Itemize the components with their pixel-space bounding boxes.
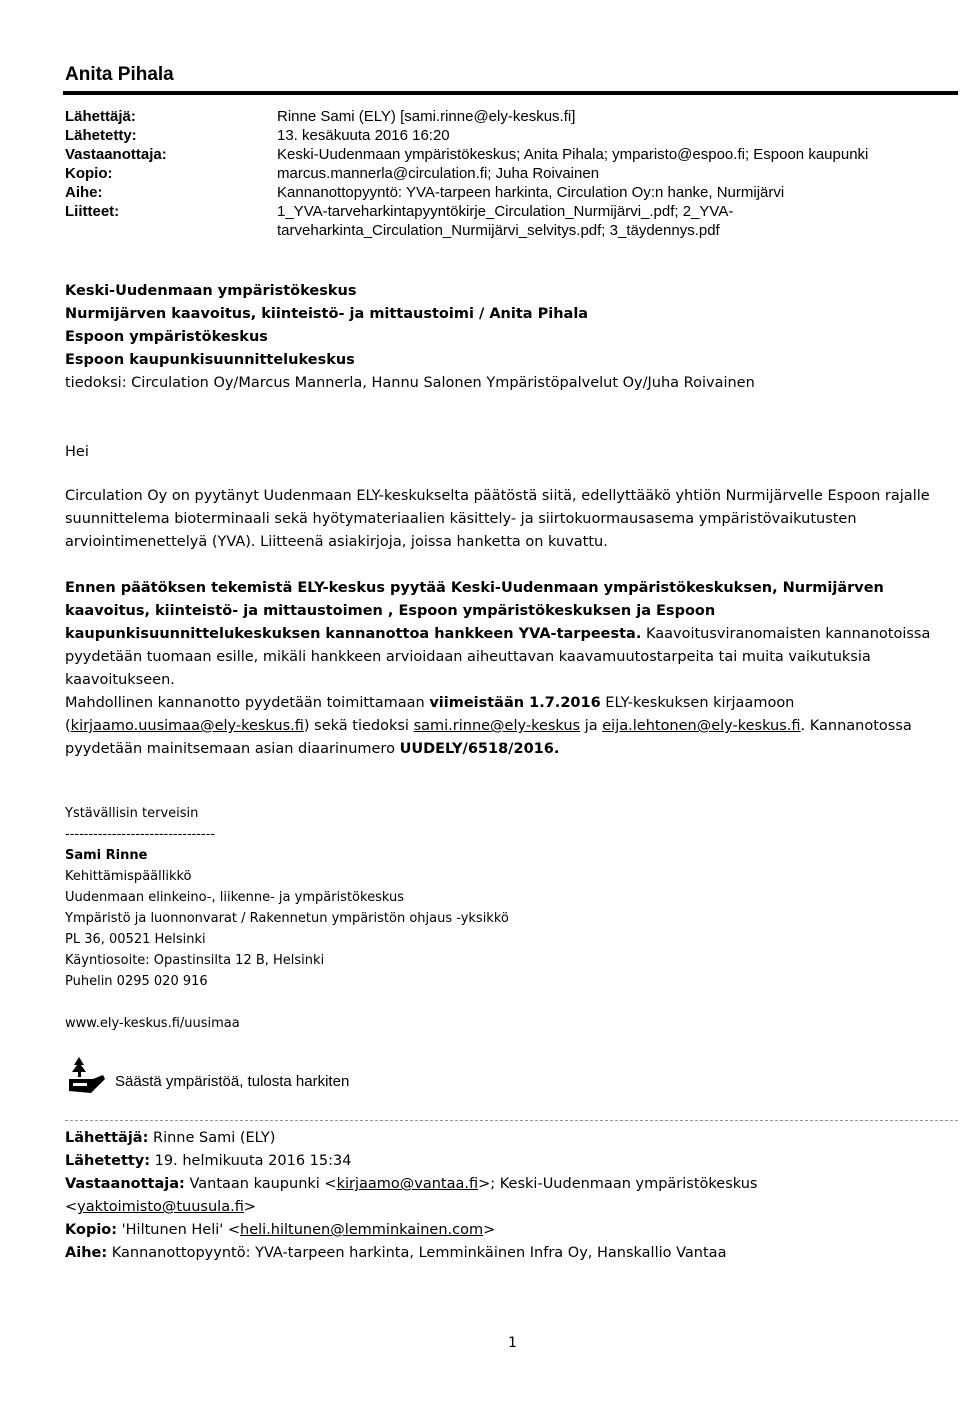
paragraph-2-bold: Ennen päätöksen tekemistä ELY-keskus pyytää Keski-Uudenmaan ympäristökeskuksen, Nurmijärven kaavoitus, kiinteistö- ja mittaustoimen , Espoon ympäristökeskuksen ja Espoon kaupunkisuunnittelukeskuksen kannanottoa hankkeen YVA-tarpeesta.	[65, 580, 884, 642]
meta-attachments: Liitteet: 1_YVA-tarveharkintapyyntökirje_Circulation_Nurmijärvi_.pdf; 2_YVA-tarveharkinta_Circulation_Nurmijärvi_selvitys.pdf; 3_täydennys.pdf	[65, 203, 734, 239]
closing: Ystävällisin terveisin	[65, 806, 199, 821]
paragraph-1: Circulation Oy on pyytänyt Uudenmaan ELY-keskukselta päätöstä siitä, edellyttääkö yhtiön Nurmijärvelle Espoon rajalle suunnittelema bioterminaali sekä hyötymateriaalien käsittely- ja siirtokuormausasema ympäristövaikutusten arviointimenettelyä (YVA). Liitteenä asiakirjoja, joissa hanketta on kuvattu.	[65, 488, 930, 550]
signature-unit: Ympäristö ja luonnonvarat / Rakennetun ympäristön ohjaus -yksikkö	[65, 911, 509, 926]
meta-to: Vastaanottaja: Keski-Uudenmaan ympäristökeskus; Anita Pihala; ymparisto@espoo.fi; Espoon kaupunki	[65, 146, 869, 163]
greeting: Hei	[65, 444, 89, 460]
meta-sender: Lähettäjä: Rinne Sami (ELY) [sami.rinne@ely-keskus.fi]	[65, 108, 576, 125]
diary-number: UUDELY/6518/2016.	[399, 741, 560, 757]
paragraph-2-rest: Kaavoitusviranomaisten kannanotoissa pyydetään tuomaan esille, mikäli hankkeen arvioidaan aiheuttavan kaavamuutostarpeita tai muita vaikutuksia kaavoitukseen.	[65, 626, 931, 688]
email-link-tuusula[interactable]: yaktoimisto@tuusula.fi	[77, 1199, 244, 1215]
signature-org: Uudenmaan elinkeino-, liikenne- ja ympäristökeskus	[65, 890, 404, 905]
fwd-sent: Lähetetty: 19. helmikuuta 2016 15:34	[65, 1153, 352, 1169]
signature-name: Sami Rinne	[65, 848, 148, 863]
meta-sent: Lähetetty: 13. kesäkuuta 2016 16:20	[65, 127, 450, 144]
recipient-1: Keski-Uudenmaan ympäristökeskus	[65, 283, 357, 299]
email-link-eija[interactable]: eija.lehtonen@ely-keskus.fi	[602, 718, 801, 734]
recipient-block	[65, 280, 945, 395]
header-name: Anita Pihala	[65, 64, 174, 85]
signature-phone: Puhelin 0295 020 916	[65, 974, 208, 989]
email-link-hiltunen[interactable]: heli.hiltunen@lemminkainen.com	[240, 1222, 484, 1238]
signature-pobox: PL 36, 00521 Helsinki	[65, 932, 206, 947]
eco-message: Säästä ympäristöä, tulosta harkiten	[115, 1073, 350, 1090]
paragraph-3: Mahdollinen kannanotto pyydetään toimittamaan viimeistään 1.7.2016 ELY-keskuksen kirjaamoon (kirjaamo.uusimaa@ely-keskus.fi) sekä tiedoksi sami.rinne@ely-keskus ja eija.lehtonen@ely-keskus.fi. Kannanotossa pyydetään mainitsemaan asian diaarinumero UUDELY/6518/2016.	[65, 695, 912, 757]
recipient-3: Espoon ympäristökeskus	[65, 329, 268, 345]
signature-block	[65, 845, 509, 992]
email-meta	[65, 107, 957, 240]
signature-web[interactable]: www.ely-keskus.fi/uusimaa	[65, 1016, 240, 1031]
fwd-sender: Lähettäjä: Rinne Sami (ELY)	[65, 1130, 276, 1146]
signature-title: Kehittämispäällikkö	[65, 869, 192, 884]
fwd-cc: Kopio: 'Hiltunen Heli' <heli.hiltunen@lemminkainen.com>	[65, 1222, 496, 1238]
recipient-2: Nurmijärven kaavoitus, kiinteistö- ja mittaustoimi / Anita Pihala	[65, 306, 589, 322]
signature-dashes: --------------------------------	[65, 827, 216, 842]
email-link-sami[interactable]: sami.rinne@ely-keskus	[413, 718, 581, 734]
signature-visit: Käyntiosoite: Opastinsilta 12 B, Helsinki	[65, 953, 325, 968]
meta-cc: Kopio: marcus.mannerla@circulation.fi; Juha Roivainen	[65, 165, 600, 182]
fwd-subject: Aihe: Kannanottopyyntö: YVA-tarpeen harkinta, Lemminkäinen Infra Oy, Hanskallio Vantaa	[65, 1245, 727, 1261]
forwarded-header	[65, 1127, 950, 1265]
recipient-cc: tiedoksi: Circulation Oy/Marcus Mannerla, Hannu Salonen Ympäristöpalvelut Oy/Juha Roivainen	[65, 375, 755, 391]
deadline: viimeistään 1.7.2016	[429, 695, 601, 711]
email-link-vantaa[interactable]: kirjaamo@vantaa.fi	[336, 1176, 479, 1192]
forward-divider	[65, 1120, 958, 1121]
print-tree-icon	[67, 1055, 109, 1099]
paragraph-2	[65, 577, 950, 692]
page-number: 1	[508, 1335, 517, 1351]
header-rule	[63, 91, 958, 95]
meta-subject: Aihe: Kannanottopyyntö: YVA-tarpeen harkinta, Circulation Oy:n hanke, Nurmijärvi	[65, 184, 785, 201]
recipient-4: Espoon kaupunkisuunnittelukeskus	[65, 352, 355, 368]
fwd-to: Vastaanottaja: Vantaan kaupunki <kirjaamo@vantaa.fi>; Keski-Uudenmaan ympäristökeskus <yaktoimisto@tuusula.fi>	[65, 1176, 758, 1215]
email-link-kirjaamo[interactable]: kirjaamo.uusimaa@ely-keskus.fi	[70, 718, 304, 734]
